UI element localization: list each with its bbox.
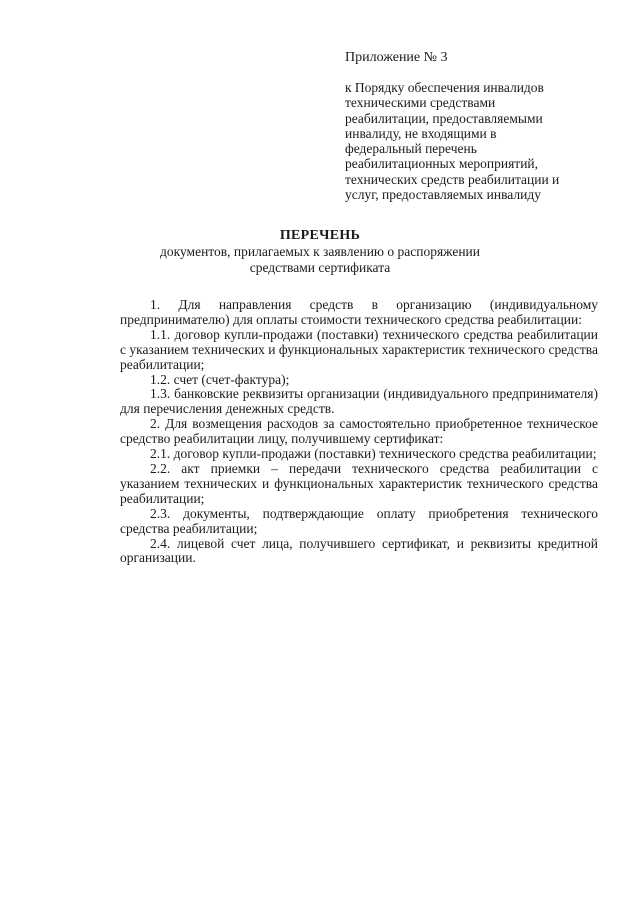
list-item: 2.4. лицевой счет лица, получившего сертификат, и реквизиты кредитной организации.: [120, 535, 598, 566]
appendix-line: федеральный перечень: [345, 141, 477, 157]
appendix-line: реабилитации, предоставляемыми: [345, 110, 543, 126]
appendix-line: к Порядку обеспечения инвалидов: [345, 80, 544, 95]
appendix-line: реабилитационных мероприятий,: [345, 156, 539, 172]
list-item: 1. Для направления средств в организацию (индивидуальному предпринимателю) для оплаты стоимости технического средства реабилитации:: [120, 297, 598, 327]
document-heading: [0, 228, 640, 275]
appendix-reference: [345, 80, 580, 202]
appendix-title: Приложение № 3: [345, 50, 448, 65]
appendix-line: услуг, предоставляемых инвалиду: [345, 187, 541, 203]
list-item: 1.1. договор купли-продажи (поставки) технического средства реабилитации с указанием технических и функциональных характеристик технического средства реабилитации;: [120, 326, 598, 372]
appendix-line: инвалиду, не входящими в: [345, 125, 497, 141]
appendix-line: технических средств реабилитации и: [345, 171, 560, 187]
list-item: 2. Для возмещения расходов за самостоятельно приобретенное техническое средство реабилитации лицу, получившему сертификат:: [120, 416, 598, 447]
document-title: ПЕРЕЧЕНЬ: [279, 228, 361, 243]
appendix-line: техническими средствами: [345, 95, 496, 111]
subtitle-line: средствами сертификата: [249, 259, 391, 275]
document-subtitle: [0, 244, 640, 275]
list-item: 2.3. документы, подтверждающие оплату приобретения технического средства реабилитации;: [120, 505, 598, 536]
list-item: 1.2. счет (счет-фактура);: [150, 371, 290, 387]
subtitle-line: документов, прилагаемых к заявлению о распоряжении: [159, 244, 480, 259]
list-item: 1.3. банковские реквизиты организации (индивидуального предпринимателя) для перечисления денежных средств.: [120, 386, 598, 417]
list-item: 2.2. акт приемки – передачи технического средства реабилитации с указанием технических и функциональных характеристик технического средства реабилитации;: [120, 460, 598, 506]
list-item: 2.1. договор купли-продажи (поставки) технического средства реабилитации;: [150, 446, 597, 462]
document-list: [120, 298, 598, 566]
